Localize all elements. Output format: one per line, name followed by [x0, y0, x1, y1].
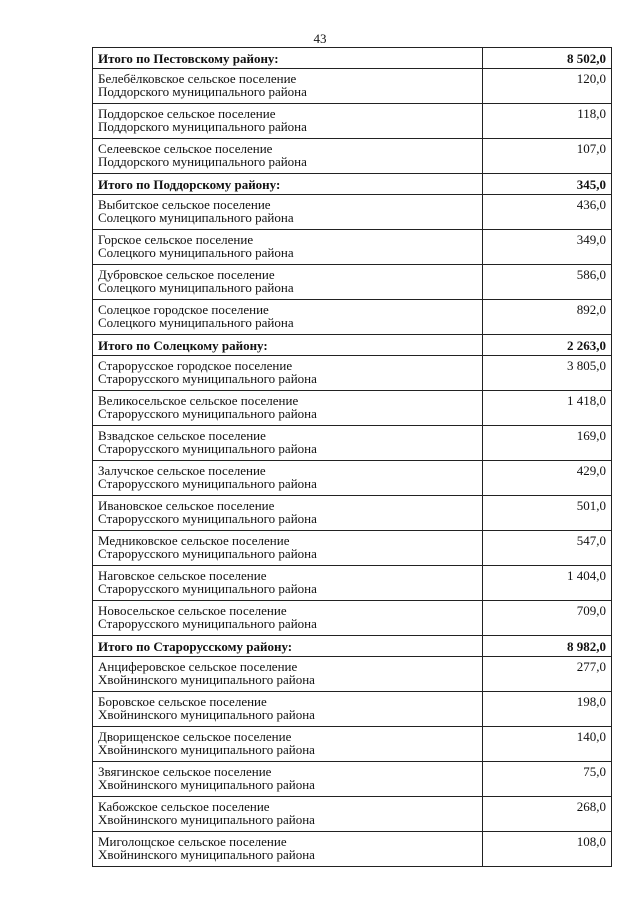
municipal-district-name: Хвойнинского муниципального района — [98, 777, 315, 792]
settlement-name-cell — [93, 230, 483, 265]
settlement-name-cell — [93, 692, 483, 727]
municipal-district-name: Хвойнинского муниципального района — [98, 707, 315, 722]
settlement-name: Дворищенское сельское поселение — [98, 729, 292, 744]
settlement-row — [93, 265, 612, 300]
settlement-value: 436,0 — [483, 195, 612, 230]
municipal-district-name: Старорусского муниципального района — [98, 441, 317, 456]
settlement-row — [93, 692, 612, 727]
settlement-name: Залучское сельское поселение — [98, 463, 266, 478]
settlement-value: 198,0 — [483, 692, 612, 727]
municipal-district-name: Старорусского муниципального района — [98, 581, 317, 596]
settlement-row — [93, 426, 612, 461]
settlement-name: Миголощское сельское поселение — [98, 834, 287, 849]
settlement-name: Ивановское сельское поселение — [98, 498, 275, 513]
settlement-row — [93, 195, 612, 230]
municipal-district-name: Поддорского муниципального района — [98, 119, 307, 134]
settlement-row — [93, 531, 612, 566]
settlement-name-cell — [93, 832, 483, 867]
district-total-label: Итого по Старорусскому району: — [93, 636, 483, 657]
settlement-value: 429,0 — [483, 461, 612, 496]
settlement-name: Новосельское сельское поселение — [98, 603, 287, 618]
settlement-value: 108,0 — [483, 832, 612, 867]
settlement-name-cell — [93, 657, 483, 692]
settlement-row — [93, 657, 612, 692]
settlement-value: 120,0 — [483, 69, 612, 104]
settlement-name: Великосельское сельское поселение — [98, 393, 299, 408]
page-number: 43 — [313, 31, 327, 46]
municipal-district-name: Солецкого муниципального района — [98, 245, 294, 260]
allocation-table — [92, 47, 612, 867]
municipal-district-name: Старорусского муниципального района — [98, 546, 317, 561]
municipal-district-name: Хвойнинского муниципального района — [98, 847, 315, 862]
settlement-name-cell — [93, 69, 483, 104]
settlement-name-cell — [93, 356, 483, 391]
district-total-value: 2 263,0 — [483, 335, 612, 356]
settlement-row — [93, 496, 612, 531]
district-total-row — [93, 335, 612, 356]
settlement-row — [93, 832, 612, 867]
settlement-name: Солецкое городское поселение — [98, 302, 269, 317]
settlement-name-cell — [93, 426, 483, 461]
settlement-name-cell — [93, 461, 483, 496]
settlement-name-cell — [93, 601, 483, 636]
settlement-name-cell — [93, 797, 483, 832]
municipal-district-name: Солецкого муниципального района — [98, 280, 294, 295]
settlement-value: 268,0 — [483, 797, 612, 832]
settlement-value: 140,0 — [483, 727, 612, 762]
district-total-value: 8 502,0 — [483, 48, 612, 69]
settlement-value: 501,0 — [483, 496, 612, 531]
settlement-name: Старорусское городское поселение — [98, 358, 293, 373]
settlement-name: Горское сельское поселение — [98, 232, 254, 247]
settlement-name-cell — [93, 727, 483, 762]
municipal-district-name: Старорусского муниципального района — [98, 406, 317, 421]
allocation-table-body — [93, 48, 612, 867]
settlement-row — [93, 762, 612, 797]
municipal-district-name: Поддорского муниципального района — [98, 84, 307, 99]
settlement-row — [93, 139, 612, 174]
settlement-value: 277,0 — [483, 657, 612, 692]
settlement-name-cell — [93, 139, 483, 174]
settlement-value: 118,0 — [483, 104, 612, 139]
settlement-name: Взвадское сельское поселение — [98, 428, 266, 443]
settlement-row — [93, 69, 612, 104]
settlement-row — [93, 104, 612, 139]
settlement-name: Белебёлковское сельское поселение — [98, 71, 297, 86]
settlement-name: Дубровское сельское поселение — [98, 267, 275, 282]
settlement-value: 547,0 — [483, 531, 612, 566]
settlement-row — [93, 230, 612, 265]
settlement-name-cell — [93, 531, 483, 566]
settlement-value: 709,0 — [483, 601, 612, 636]
municipal-district-name: Хвойнинского муниципального района — [98, 672, 315, 687]
settlement-name: Боровское сельское поселение — [98, 694, 267, 709]
district-total-row — [93, 48, 612, 69]
municipal-district-name: Солецкого муниципального района — [98, 315, 294, 330]
municipal-district-name: Старорусского муниципального района — [98, 476, 317, 491]
municipal-district-name: Хвойнинского муниципального района — [98, 742, 315, 757]
settlement-value: 1 418,0 — [483, 391, 612, 426]
settlement-name-cell — [93, 265, 483, 300]
settlement-name-cell — [93, 566, 483, 601]
municipal-district-name: Солецкого муниципального района — [98, 210, 294, 225]
municipal-district-name: Старорусского муниципального района — [98, 511, 317, 526]
settlement-row — [93, 356, 612, 391]
settlement-value: 1 404,0 — [483, 566, 612, 601]
district-total-row — [93, 636, 612, 657]
settlement-name: Наговское сельское поселение — [98, 568, 267, 583]
settlement-row — [93, 300, 612, 335]
settlement-value: 3 805,0 — [483, 356, 612, 391]
district-total-label: Итого по Поддорскому району: — [93, 174, 483, 195]
settlement-name: Селеевское сельское поселение — [98, 141, 273, 156]
municipal-district-name: Старорусского муниципального района — [98, 616, 317, 631]
settlement-name-cell — [93, 762, 483, 797]
settlement-name-cell — [93, 104, 483, 139]
settlement-value: 892,0 — [483, 300, 612, 335]
settlement-value: 169,0 — [483, 426, 612, 461]
settlement-name-cell — [93, 391, 483, 426]
settlement-value: 349,0 — [483, 230, 612, 265]
settlement-name: Анциферовское сельское поселение — [98, 659, 298, 674]
settlement-name: Выбитское сельское поселение — [98, 197, 271, 212]
settlement-value: 75,0 — [483, 762, 612, 797]
district-total-label: Итого по Пестовскому району: — [93, 48, 483, 69]
district-total-value: 8 982,0 — [483, 636, 612, 657]
municipal-district-name: Старорусского муниципального района — [98, 371, 317, 386]
settlement-row — [93, 391, 612, 426]
district-total-label: Итого по Солецкому району: — [93, 335, 483, 356]
settlement-value: 107,0 — [483, 139, 612, 174]
settlement-name-cell — [93, 300, 483, 335]
settlement-name: Поддорское сельское поселение — [98, 106, 276, 121]
settlement-name: Звягинское сельское поселение — [98, 764, 272, 779]
settlement-row — [93, 601, 612, 636]
settlement-row — [93, 461, 612, 496]
district-total-value: 345,0 — [483, 174, 612, 195]
settlement-name: Медниковское сельское поселение — [98, 533, 290, 548]
settlement-name-cell — [93, 195, 483, 230]
municipal-district-name: Хвойнинского муниципального района — [98, 812, 315, 827]
settlement-name-cell — [93, 496, 483, 531]
district-total-row — [93, 174, 612, 195]
settlement-name: Кабожское сельское поселение — [98, 799, 270, 814]
settlement-row — [93, 566, 612, 601]
settlement-row — [93, 797, 612, 832]
settlement-value: 586,0 — [483, 265, 612, 300]
settlement-row — [93, 727, 612, 762]
municipal-district-name: Поддорского муниципального района — [98, 154, 307, 169]
